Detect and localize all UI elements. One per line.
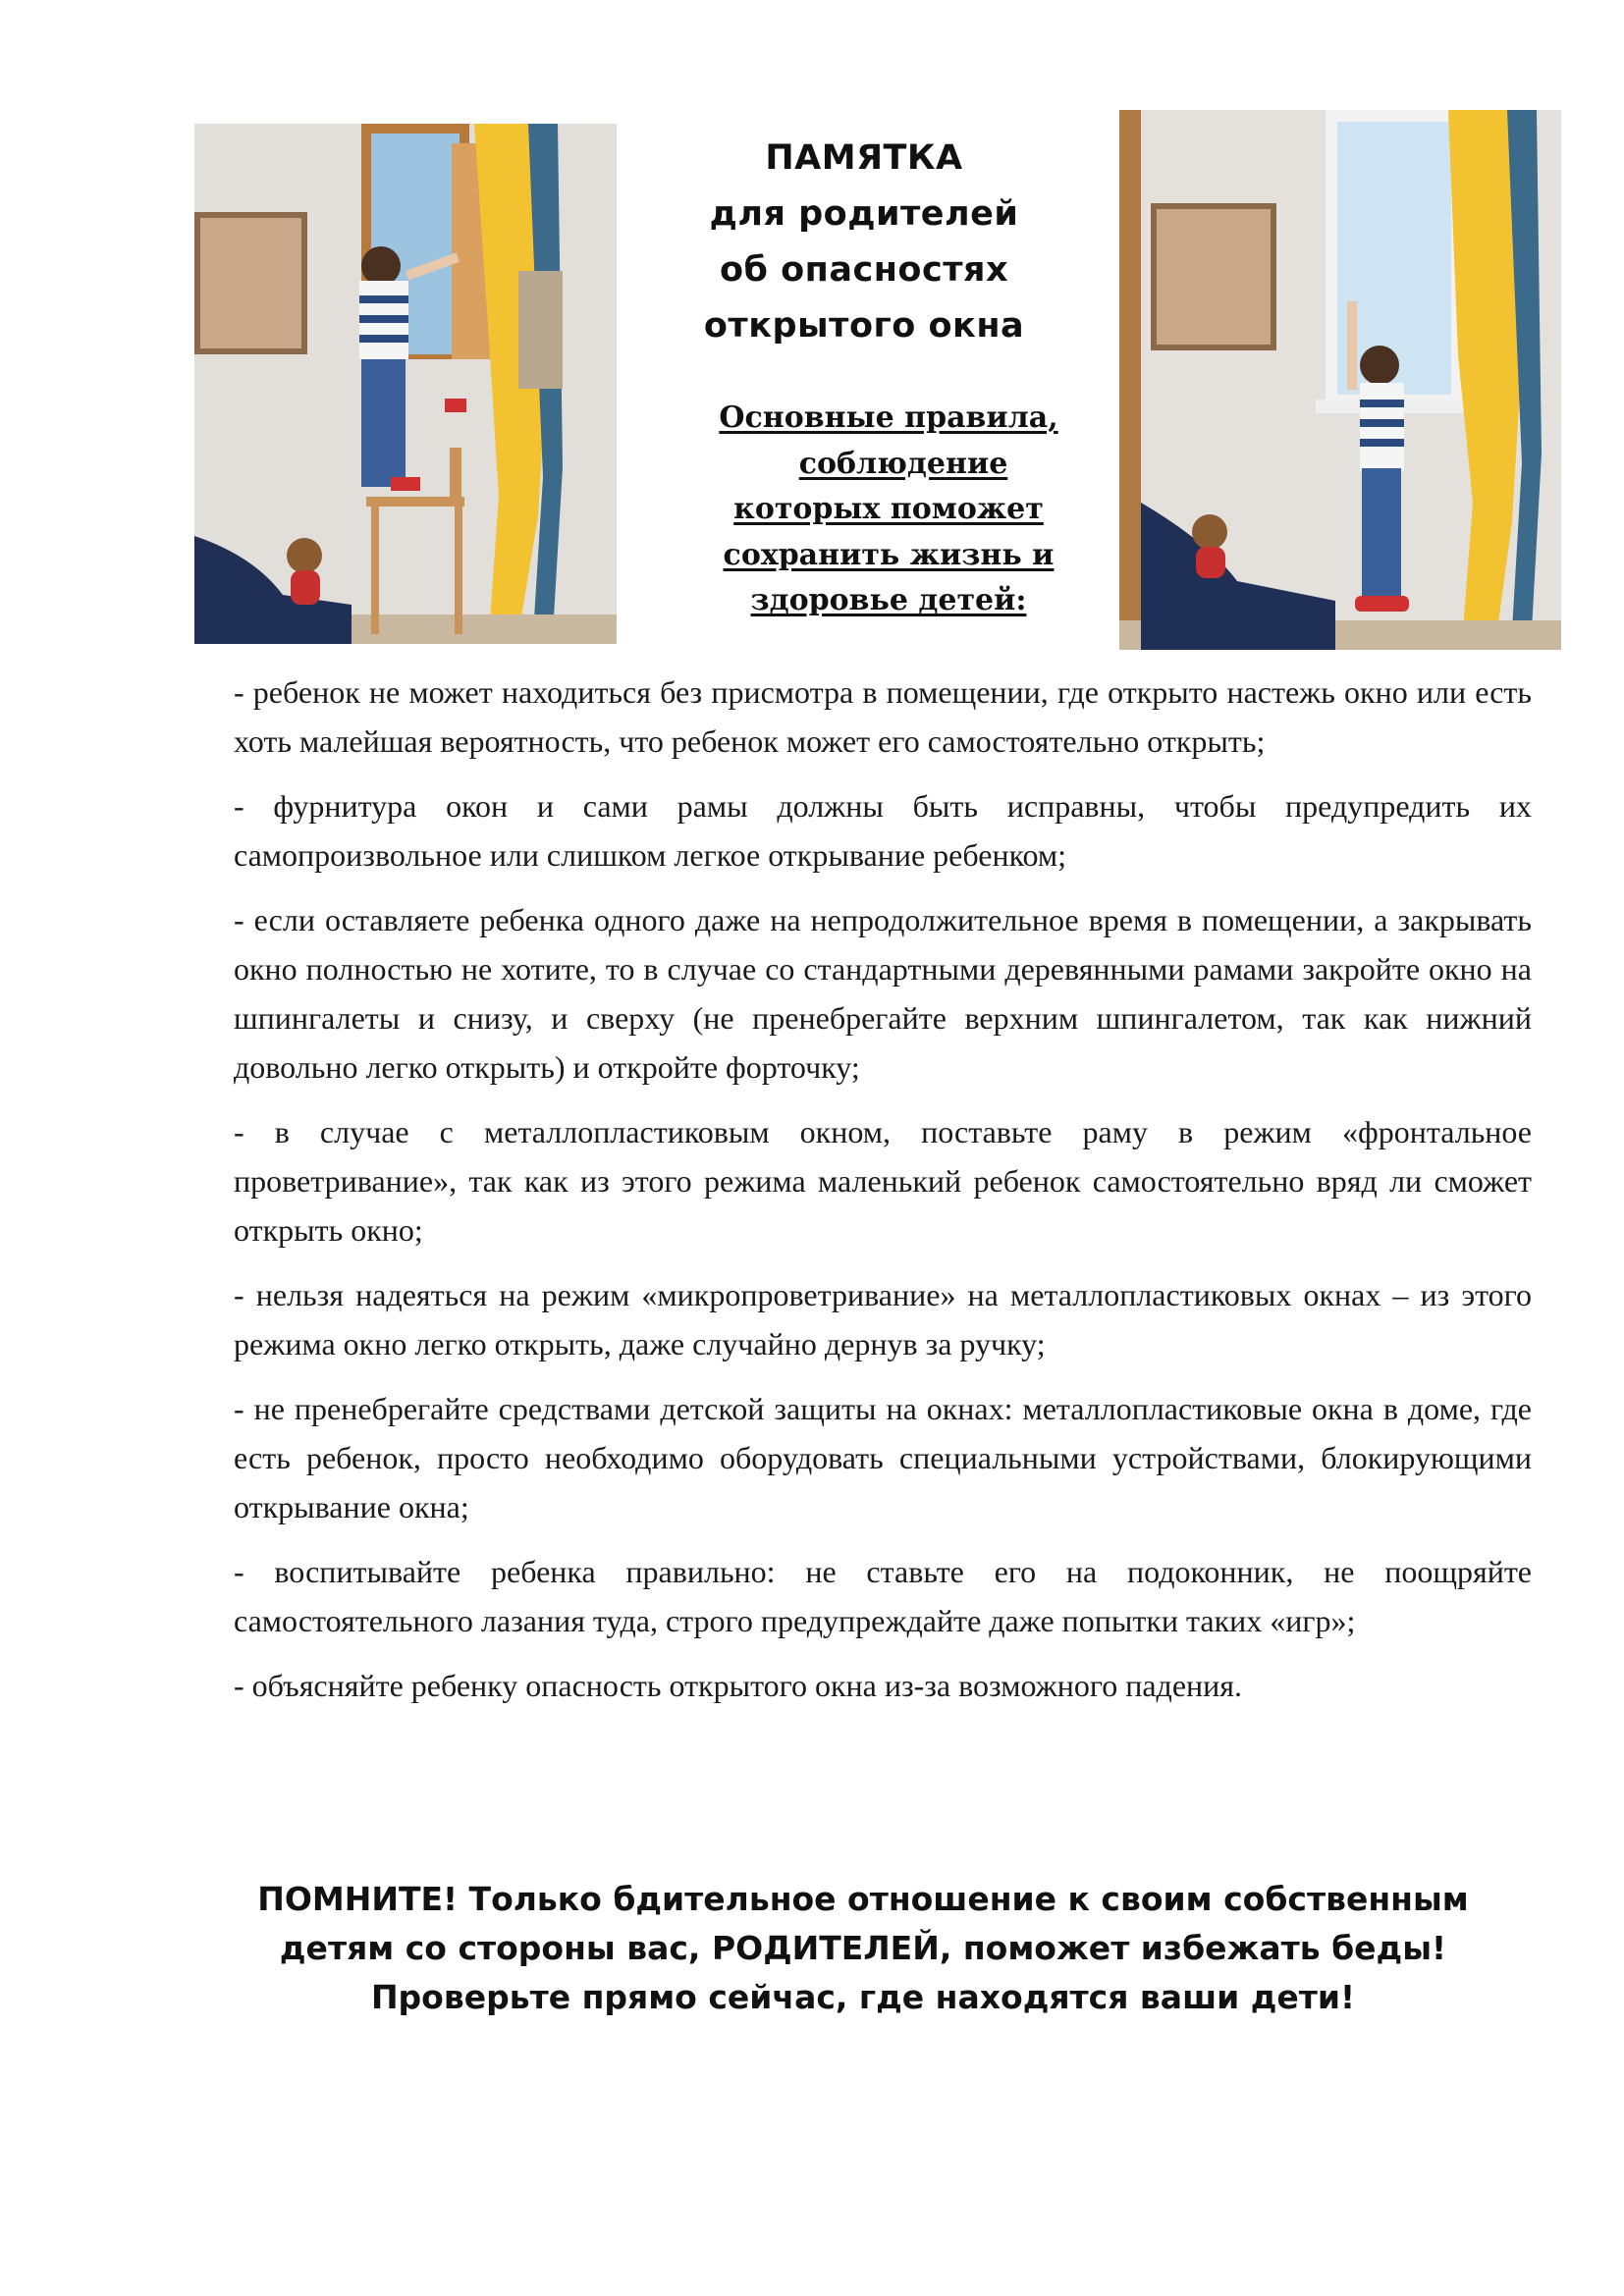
child-opening-window-photo bbox=[1119, 110, 1561, 650]
rules-heading-line-4: сохранить жизнь и bbox=[723, 537, 1055, 572]
rule-item-5: - нельзя надеяться на режим «микропроветривание» на металлопластиковых окнах – из этого режима окно легко открыть, даже случайно дернув за ручку; bbox=[234, 1277, 1532, 1362]
title-line-1: ПАМЯТКА bbox=[765, 138, 963, 178]
rules-list bbox=[234, 667, 1532, 1726]
photo-right-illustration bbox=[1119, 110, 1561, 650]
rule-item-3: - если оставляете ребенка одного даже на непродолжительное время в помещении, а закрывать окно полностью не хотите, то в случае со стандартными деревянными рамами закройте окно на шпингалеты и снизу, и сверху (не пренебрегайте верхним шпингалетом, так как нижний довольно легко открыть) и откройте форточку; bbox=[234, 902, 1532, 1085]
rules-heading bbox=[677, 396, 1100, 624]
rule-item-1: - ребенок не может находиться без присмотра в помещении, где открыто настежь окно или есть хоть малейшая вероятность, что ребенок может его самостоятельно открыть; bbox=[234, 674, 1532, 759]
rule-item-7: - воспитывайте ребенка правильно: не ставьте его на подоконник, не поощряйте самостоятельного лазания туда, строго предупреждайте даже попытки таких «игр»; bbox=[234, 1554, 1532, 1638]
rule-item-4: - в случае с металлопластиковым окном, поставьте раму в режим «фронтальное проветривание», так как из этого режима маленький ребенок самостоятельно вряд ли сможет открыть окно; bbox=[234, 1114, 1532, 1248]
closing-warning bbox=[194, 1875, 1532, 2022]
rule-item-6: - не пренебрегайте средствами детской защиты на окнах: металлопластиковые окна в доме, где есть ребенок, просто необходимо оборудовать специальными устройствами, блокирующими открывание окна; bbox=[234, 1391, 1532, 1524]
rules-heading-line-1: Основные правила, bbox=[719, 400, 1058, 435]
child-climbing-window-photo bbox=[194, 124, 617, 644]
rules-heading-line-2: соблюдение bbox=[798, 446, 1008, 481]
closing-line-1: ПОМНИТЕ! Только бдительное отношение к своим собственным bbox=[257, 1880, 1469, 1918]
photo-left-illustration bbox=[194, 124, 617, 644]
closing-line-3: Проверьте прямо сейчас, где находятся ваши дети! bbox=[370, 1978, 1356, 2016]
rule-item-8: - объясняйте ребенку опасность открытого окна из-за возможного падения. bbox=[234, 1668, 1242, 1703]
title-line-3: об опасностях bbox=[719, 250, 1009, 290]
title-line-4: открытого окна bbox=[703, 306, 1025, 346]
rules-heading-line-5: здоровье детей: bbox=[750, 583, 1027, 617]
closing-line-2: детям со стороны вас, РОДИТЕЛЕЙ, поможет избежать беды! bbox=[279, 1929, 1447, 1967]
title-line-2: для родителей bbox=[709, 194, 1019, 234]
rule-item-2: - фурнитура окон и сами рамы должны быть исправны, чтобы предупредить их самопроизвольное или слишком легкое открывание ребенком; bbox=[234, 788, 1532, 873]
rules-heading-line-3: которых поможет bbox=[733, 492, 1044, 526]
page-title bbox=[628, 131, 1100, 354]
